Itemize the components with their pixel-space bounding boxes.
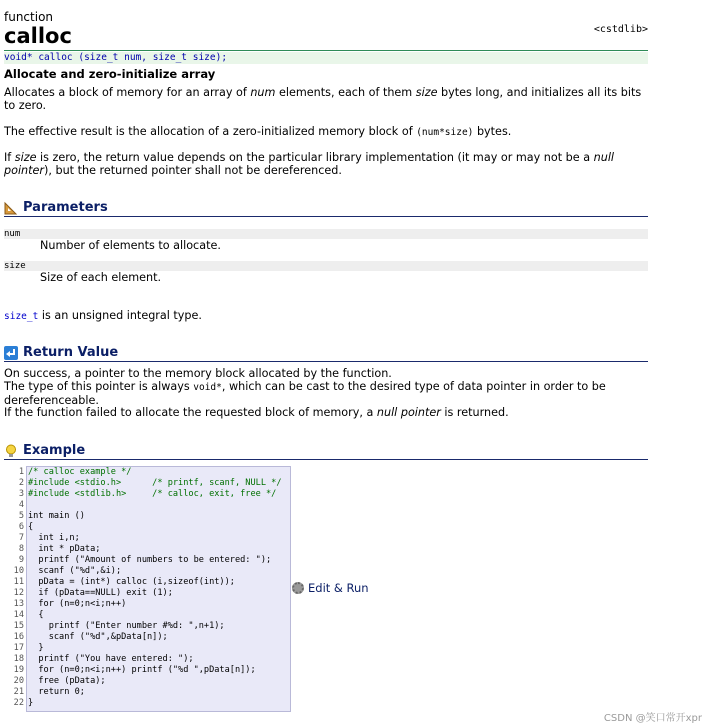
line-numbers (4, 467, 24, 709)
text: bytes. (473, 125, 512, 138)
line-number: 18 (13, 654, 24, 664)
line-number: 14 (13, 610, 24, 620)
line-number: 10 (13, 566, 24, 576)
line-number: 8 (18, 544, 24, 554)
code-line: for (n=0;n<i;n++) (28, 599, 127, 609)
text: elements, each of them (275, 86, 416, 99)
line-number: 12 (13, 588, 24, 598)
inline-code: void* (193, 382, 222, 393)
line-number: 4 (18, 500, 24, 510)
function-prototype: void* calloc (size_t num, size_t size); (4, 52, 648, 64)
text: ), but the returned pointer shall not be dereferenced. (44, 164, 342, 177)
text: Allocates a block of memory for an array of (4, 86, 251, 99)
section-heading: Parameters (23, 200, 108, 215)
code-line: scanf ("%d",&i); (28, 566, 122, 576)
param-desc-num: Number of elements to allocate. (40, 239, 221, 252)
line-number: 5 (18, 511, 24, 521)
section-example (4, 443, 648, 460)
function-kind-label: function (4, 10, 54, 24)
code-line: scanf ("%d",&pData[n]); (28, 632, 168, 642)
text: is zero, the return value depends on the particular library implementation (it may or may not be a (36, 151, 594, 164)
line-number: 3 (18, 489, 24, 499)
description-paragraph-3 (4, 151, 644, 177)
code-line: { (28, 610, 44, 620)
code-line: printf ("Enter number #%d: ",n+1); (28, 621, 225, 631)
line-number: 1 (18, 467, 24, 477)
section-heading: Example (23, 443, 86, 458)
line-number: 15 (13, 621, 24, 631)
line-number: 19 (13, 665, 24, 675)
code-line: int i,n; (28, 533, 80, 543)
code-line: free (pData); (28, 676, 106, 686)
code-line: for (n=0;n<i;n++) printf ("%d ",pData[n]); (28, 665, 256, 675)
line-number: 17 (13, 643, 24, 653)
term: null pointer (4, 151, 615, 177)
text: bytes long, and initializes all its bits to zero. (4, 86, 642, 112)
text: If the function failed to allocate the requested block of memory, a (4, 406, 377, 419)
line-number: 22 (13, 698, 24, 708)
param-name-num: num (4, 229, 648, 239)
text: , which can be cast to the desired type of data pointer in order to be dereferenceable. (4, 380, 606, 407)
inline-code: (num*size) (416, 127, 474, 138)
line-number: 16 (13, 632, 24, 642)
code-line: } (28, 698, 34, 708)
description-paragraph-1 (4, 86, 644, 112)
line-number: 13 (13, 599, 24, 609)
text: is returned. (440, 406, 509, 419)
text: The effective result is the allocation of a zero-initialized memory block of (4, 125, 417, 138)
param-ref: size (415, 86, 438, 99)
page-title: calloc (4, 24, 72, 48)
set-square-icon (4, 201, 18, 215)
term: null pointer (376, 406, 441, 419)
lightbulb-icon (4, 444, 18, 458)
code-line: int * pData; (28, 544, 101, 554)
code-line: /* calloc example */ (28, 467, 132, 477)
edit-run-button[interactable] (292, 581, 369, 595)
description-paragraph-2 (4, 125, 644, 139)
return-line-3 (4, 406, 644, 419)
section-parameters (4, 200, 648, 217)
code-line: #include <stdio.h> /* printf, scanf, NULL */ (28, 478, 282, 488)
section-return-value (4, 345, 648, 362)
watermark: CSDN @笑口常开xpr (603, 713, 702, 724)
code-line: #include <stdlib.h> /* calloc, exit, free */ (28, 489, 277, 499)
header-file-tag: <cstdlib> (593, 24, 648, 35)
code-line: printf ("Amount of numbers to be entered: "); (28, 555, 272, 565)
code-line: return 0; (28, 687, 85, 697)
code-line: } (28, 643, 44, 653)
line-number: 9 (18, 555, 24, 565)
function-subtitle: Allocate and zero-initialize array (4, 67, 216, 81)
line-number: 20 (13, 676, 24, 686)
title-rule (4, 50, 648, 51)
line-number: 6 (18, 522, 24, 532)
param-ref: size (14, 151, 37, 164)
section-heading: Return Value (23, 345, 119, 360)
size-t-note (4, 309, 644, 323)
code-line: { (28, 522, 34, 532)
param-ref: num (250, 86, 276, 99)
code-listing[interactable] (28, 467, 290, 709)
code-line (28, 500, 290, 511)
edit-run-label: Edit & Run (308, 581, 369, 595)
param-name-size: size (4, 261, 648, 271)
code-line: int main () (28, 511, 85, 521)
code-line: printf ("You have entered: "); (28, 654, 194, 664)
return-line-2 (4, 380, 644, 407)
line-number: 2 (18, 478, 24, 488)
size-t-link[interactable]: size_t (4, 311, 39, 322)
return-arrow-icon (4, 346, 18, 360)
param-desc-size: Size of each element. (40, 271, 162, 284)
gear-icon (292, 582, 304, 594)
line-number: 11 (13, 577, 24, 587)
text: If (4, 151, 15, 164)
text: The type of this pointer is always (4, 380, 194, 393)
code-line: pData = (int*) calloc (i,sizeof(int)); (28, 577, 235, 587)
return-line-1: On success, a pointer to the memory block allocated by the function. (4, 367, 392, 380)
code-line: if (pData==NULL) exit (1); (28, 588, 173, 598)
line-number: 7 (18, 533, 24, 543)
text: is an unsigned integral type. (38, 309, 202, 322)
line-number: 21 (13, 687, 24, 697)
